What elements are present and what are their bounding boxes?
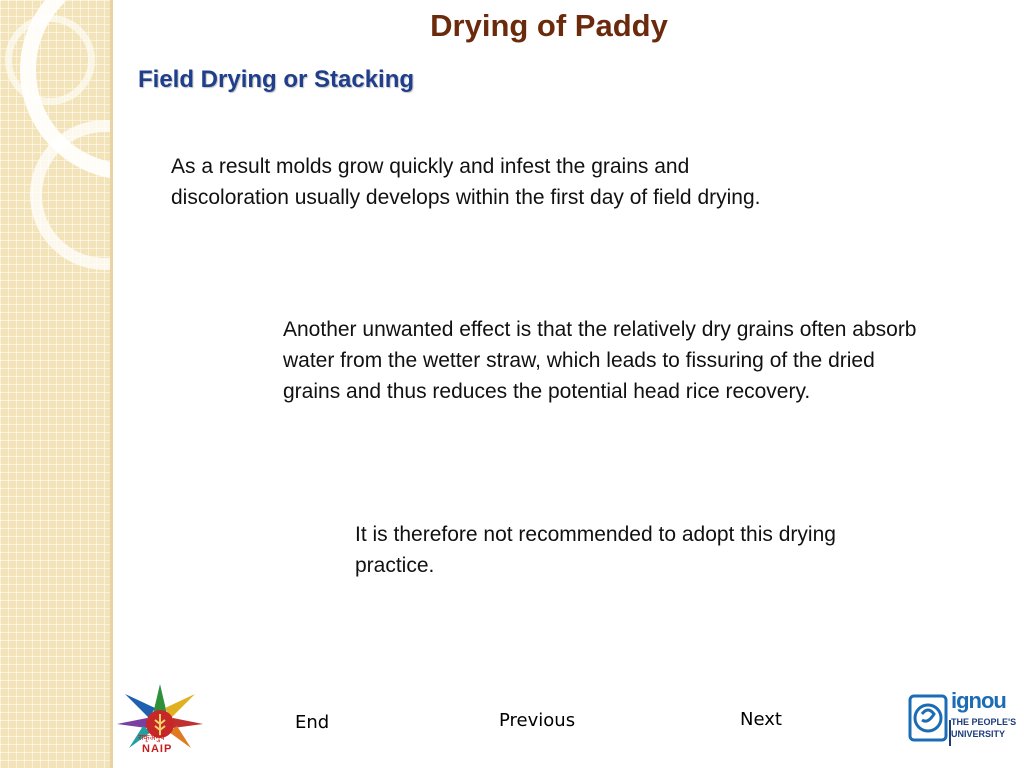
ignou-tagline <box>951 716 1021 740</box>
ignou-wordmark: ignou <box>951 688 1006 713</box>
paragraph-molds: As a result molds grow quickly and infest the grains and discoloration usually develops within the first day of field drying. <box>171 155 761 209</box>
naip-label: NAIP <box>142 743 173 755</box>
end-button[interactable]: End <box>295 712 330 733</box>
next-button[interactable]: Next <box>740 709 782 730</box>
decorative-side-strip <box>0 0 113 768</box>
paragraph-fissuring: Another unwanted effect is that the relatively dry grains often absorb water from the wetter straw, which leads to fissuring of the dried grains and thus reduces the potential head rice recovery. <box>283 318 917 403</box>
paragraph-recommendation: It is therefore not recommended to adopt this drying practice. <box>355 523 836 577</box>
decorative-ring <box>30 120 113 270</box>
slide-title: Drying of Paddy <box>430 8 668 43</box>
previous-button[interactable]: Previous <box>499 710 576 731</box>
ignou-tagline-line-2: UNIVERSITY <box>951 729 1006 739</box>
ignou-tagline-line-1: THE PEOPLE'S <box>951 717 1017 727</box>
naip-hindi-text: राकृअनुप <box>138 733 165 742</box>
slide-subtitle: Field Drying or Stacking <box>138 66 415 93</box>
